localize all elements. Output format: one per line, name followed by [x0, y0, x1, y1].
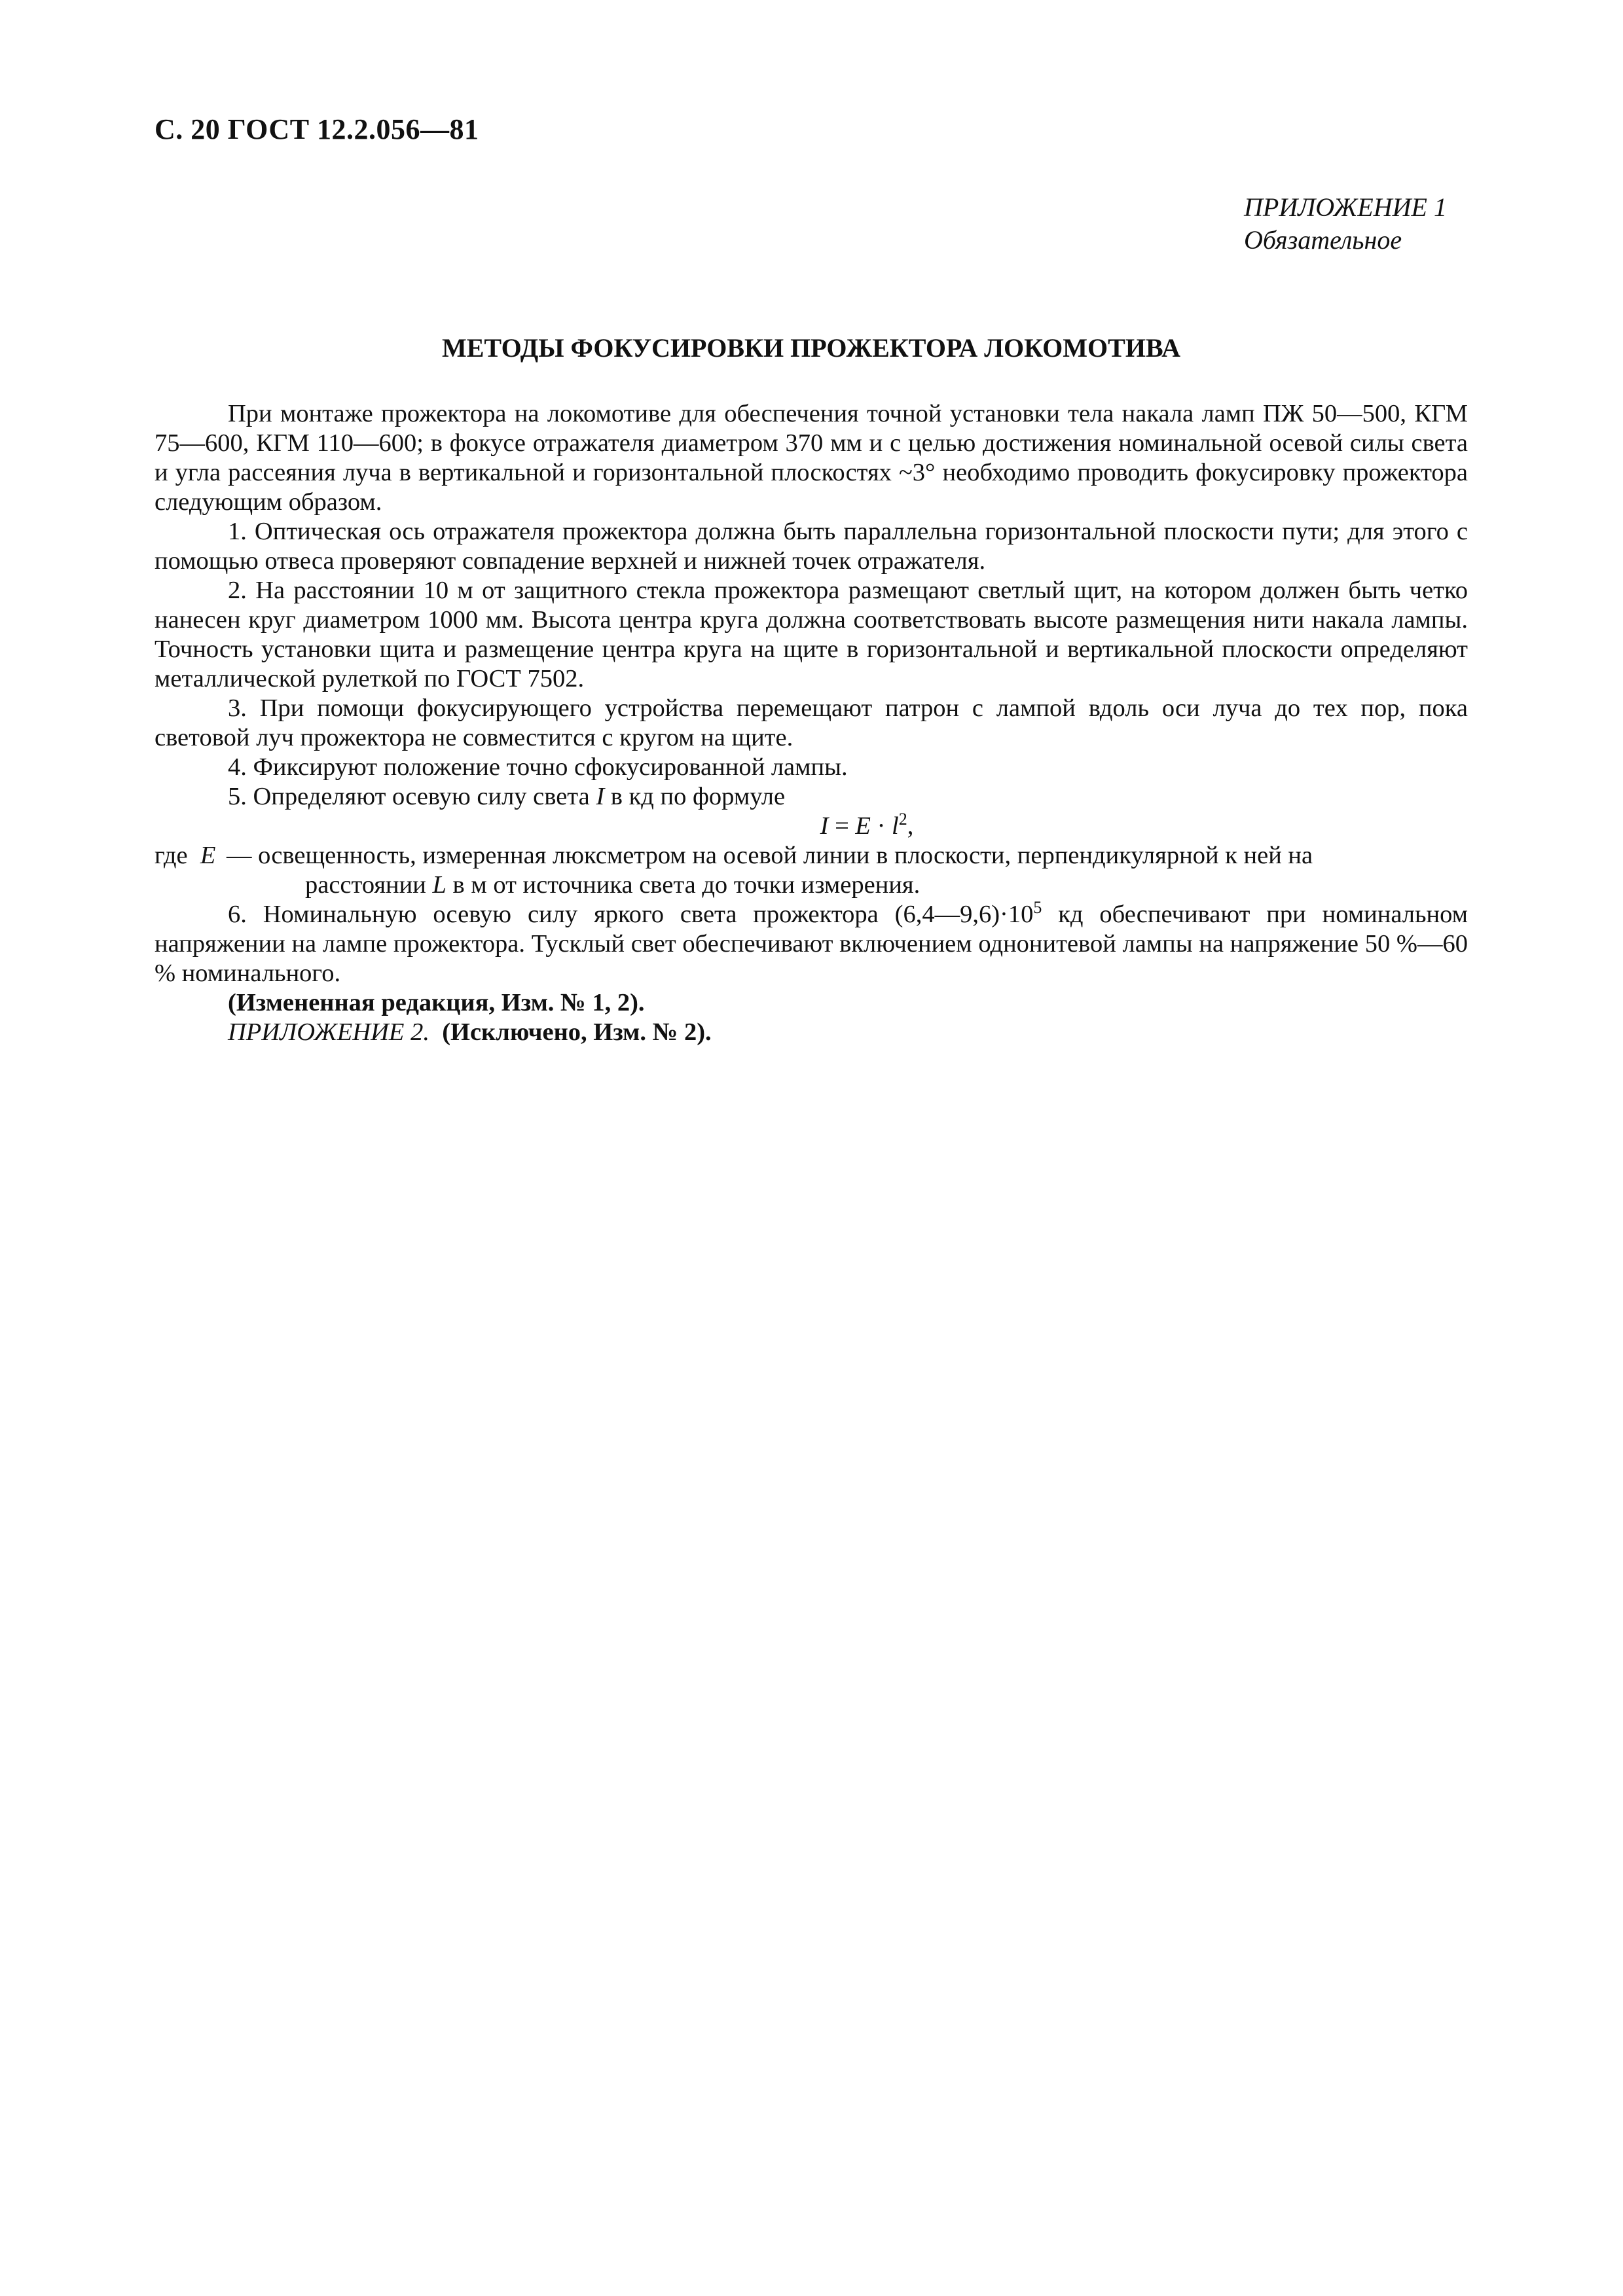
legend-lead [155, 841, 215, 870]
legend-text-1: — освещенность, измеренная люксметром на осевой линии в плоскости, перпендикулярной к ней на [227, 842, 1313, 869]
formula-legend [155, 841, 1468, 900]
appendix-status: Обязательное [1244, 225, 1402, 255]
formula-tail: , [907, 812, 914, 840]
item-2: 2. На расстоянии 10 м от защитного стекла прожектора размещают светлый щит, на котором должен быть четко нанесен круг диаметром 1000 мм. Высота центра круга должна соответствовать высоте размещения нити накала лампы. Точность установки щита и размещение центра круга на щите в горизонтальной и вертикальной плоскости определяют металлической рулеткой по ГОСТ 7502. [155, 577, 1468, 692]
appendix-label [1244, 191, 1447, 257]
item-5-after: в кд по формуле [604, 783, 786, 810]
formula-e: E [855, 812, 871, 840]
item-1: 1. Оптическая ось отражателя прожектора должна быть параллельна горизонтальной плоскости пути; для этого с помощью отвеса проверяют совпадение верхней и нижней точек отражателя. [155, 518, 1468, 575]
legend-lead-word: где [155, 842, 188, 869]
formula-lhs: I [820, 812, 829, 840]
page-header: С. 20 ГОСТ 12.2.056—81 [155, 113, 479, 145]
formula [155, 812, 1468, 841]
item-6-before: 6. Номинальную осевую силу яркого света прожектора (6,4—9,6)·10 [228, 901, 1034, 928]
formula-exp: 2 [898, 810, 907, 829]
item-6-exp: 5 [1033, 898, 1042, 918]
formula-l: l [892, 812, 899, 840]
document-title: МЕТОДЫ ФОКУСИРОВКИ ПРОЖЕКТОРА ЛОКОМОТИВА [441, 333, 1180, 363]
intro-paragraph: При монтаже прожектора на локомотиве для обеспечения точной установки тела накала ламп ПЖ 50—500, КГМ 75—600, КГМ 110—600; в фокусе отражателя диаметром 370 мм и с целью достижения номинальной осевой силы света и угла рассеяния луча в вертикальной и горизонтальной плоскостях ~3° необходимо проводить фокусировку прожектора следующим образом. [155, 400, 1468, 516]
legend-var-l: L [432, 871, 447, 899]
legend-text-2b: в м от источника света до точки измерения. [446, 871, 921, 899]
item-5 [155, 782, 1468, 812]
item-5-var: I [596, 783, 605, 810]
appendix-2-status: (Исключено, Изм. № 2). [442, 1018, 712, 1046]
item-6 [155, 900, 1468, 988]
formula-dot: · [870, 812, 892, 840]
item-6-after: кд обеспечивают при номинальном напряжении на лампе прожектора. Тусклый свет обеспечивают включением однонитевой лампы на напряжение 50 %—60 % номинального. [155, 901, 1468, 987]
appendix-number: ПРИЛОЖЕНИЕ 1 [1244, 192, 1447, 222]
document-body [155, 399, 1468, 1047]
legend-text-2a: расстоянии [305, 871, 433, 899]
appendix-2-label: ПРИЛОЖЕНИЕ 2. [228, 1018, 429, 1046]
item-5-before: 5. Определяют осевую силу света [228, 783, 596, 810]
item-3: 3. При помощи фокусирующего устройства перемещают патрон с лампой вдоль оси луча до тех пор, пока световой луч прожектора не совместится с кругом на щите. [155, 694, 1468, 751]
revision-note: (Измененная редакция, Изм. № 1, 2). [228, 989, 645, 1016]
legend-line-2 [272, 870, 1468, 900]
item-4: 4. Фиксируют положение точно сфокусированной лампы. [228, 753, 848, 781]
formula-eq: = [828, 812, 856, 840]
legend-var-e: E [200, 842, 216, 869]
appendix-2-line [155, 1018, 1468, 1047]
legend-line-1 [227, 841, 1468, 870]
